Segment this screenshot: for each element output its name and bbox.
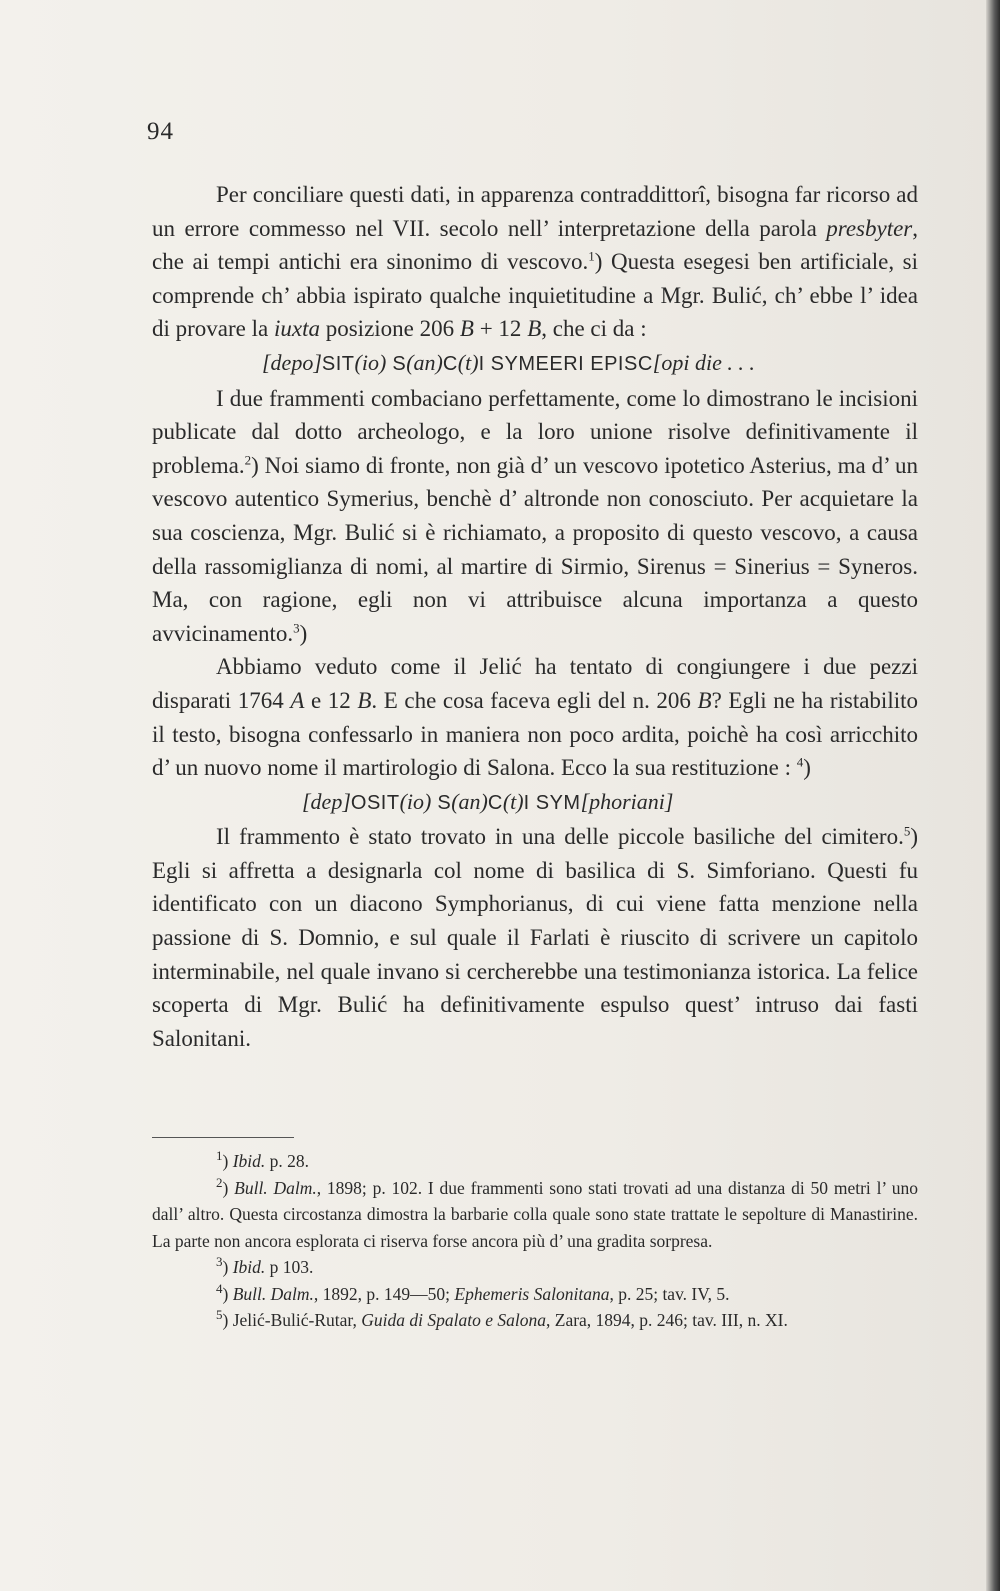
inscription-italic: [phoriani] [580,788,674,814]
italic-term: B [357,687,372,713]
italic-term: B [697,687,712,713]
text-run: ) [222,1257,233,1277]
footnote [152,1254,918,1281]
footnote [152,1281,918,1308]
inscription-italic: [depo] [262,349,322,375]
footnote [152,1148,918,1175]
text-run: , che ci da : [541,316,647,342]
text-run: ) [803,755,811,781]
italic-term: Bull. Dalm. [234,1177,317,1198]
paragraph [152,382,918,651]
text-run: ) Egli si affretta a designarla col nome di basilica di S. Simforiano. Questi fu identificato con un diacono Symphorianus, di cui viene fatta menzione nella passione di S. Domnio, e sul quale il Farlati è riuscito di scrivere un capitolo interminabile, nel quale invano si cercherebbe una testimonianza istorica. La felice scoperta di Mgr. Bulić ha definitivamente espulso quest’ intruso dai fasti Salonitani. [152,824,918,1051]
text-run: I due frammenti combaciano perfettamente, come lo dimostrano le incisioni publicate dal dotto archeologo, e la loro unione risolve definitivamente il problema. [152,385,918,478]
inscription-italic: [dep] [302,788,351,814]
footnote-ref[interactable]: 1 [588,248,595,264]
inscription-italic: (an) [451,788,488,814]
inscription-italic: (io) [354,349,387,375]
inscription-italic: (t) [457,349,479,375]
text-run: ) Noi siamo di fronte, non già d’ un vescovo ipotetico Asterius, ma d’ un vescovo autentico Symerius, benchè d’ altronde non conosciuto. Per acquietare la sua coscienza, Mgr. Bulić si è richiamato, a proposito di questo vescovo, a causa della rassomiglianza di nomi, al martire di Sirmio, Sirenus = Sinerius = Syneros. Ma, con ragione, egli non vi attribuisce alcuna importanza a questo avvicinamento. [152,452,918,646]
footnote-separator [152,1137,294,1138]
text-run: ) Jelić-Bulić-Rutar, [222,1310,362,1330]
text-run: , che ai tempi antichi era sinonimo di vescovo. [152,215,918,275]
page-number: 94 [147,118,174,145]
inscription-italic: (io) [399,788,432,814]
footnote-ref[interactable]: 5 [903,823,911,839]
text-run: Abbiamo veduto come il Jelić ha tentato di congiungere i due pezzi disparati 1764 [152,654,918,713]
text-run: posizione 206 [319,316,460,342]
inscription [152,346,918,382]
footnote-mark: 5 [216,1307,223,1323]
text-run: , p. 25; tav. IV, 5. [609,1283,730,1304]
text-run: ) [299,620,308,646]
text-run: . E che cosa faceva egli del n. 206 [371,687,698,713]
body-text [152,178,918,1055]
footnote [152,1307,918,1334]
italic-term: iuxta [273,316,320,342]
paragraph [152,178,918,346]
italic-term: Ibid. [232,1257,266,1277]
inscription-caps: C [442,352,458,375]
italic-term: B [527,316,542,342]
paragraph [152,650,918,784]
inscription-caps: I SYM [523,791,581,814]
inscription-caps: I SYMEERI EPISC [478,352,653,375]
text-run: ) [222,1283,233,1304]
paragraph [152,820,918,1055]
footnote-mark: 2 [216,1174,223,1190]
inscription-italic: [opi die . . . [652,349,755,375]
footnotes [152,1148,918,1334]
inscription-caps: S [386,352,407,375]
inscription-caps: OSIT [350,791,400,814]
italic-term: Guida di Spalato e Salona [361,1310,546,1330]
text-run: ) [222,1151,233,1171]
inscription-caps: C [487,791,503,814]
italic-term: Ibid. [232,1151,266,1171]
inscription [152,785,918,821]
text-run: ? Egli ne ha ristabilito il testo, bisogna confessarlo in maniera non poco ardita, poichè ha così arricchito d’ un nuovo nome il martirologio di Salona. Ecco la sua restituzione : [152,687,918,781]
text-run: , 1898; p. 102. I due frammenti sono stati trovati ad una distanza di 50 metri l’ uno dall’ altro. Questa circostanza dimostra la barbarie colla quale sono state trattate le sepolture di Manastirine. La parte non ancora esplorata ci riserva forse ancora più d’ una gradita sorpresa. [152,1177,919,1251]
text-run: , Zara, 1894, p. 246; tav. III, n. XI. [546,1310,788,1330]
inscription-caps: S [431,791,452,814]
footnote-mark: 3 [216,1254,223,1270]
inscription-italic: (t) [502,788,524,814]
italic-term: presbyter [826,215,913,241]
text-run: Per conciliare questi dati, in apparenza contraddittorî, bisogna far ricorso ad un errore commesso nel VII. secolo nell’ interpretazione della parola [152,182,918,241]
italic-term: Ephemeris Salonitana [454,1283,610,1304]
footnote-ref[interactable]: 4 [796,754,804,770]
footnote-ref[interactable]: 3 [293,620,300,636]
footnote [152,1175,918,1255]
inscription-caps: SIT [321,352,355,375]
page-edge-shadow [986,0,1000,1591]
footnote-ref[interactable]: 2 [244,452,252,468]
footnote-mark: 4 [216,1280,223,1296]
text-run: p. 28. [265,1151,310,1171]
italic-term: B [459,316,474,342]
text-run: Il frammento è stato trovato in una delle piccole basiliche del cimitero. [216,824,904,850]
text-run: ) [222,1177,235,1198]
text-run: p 103. [265,1257,314,1277]
italic-term: Bull. Dalm. [232,1283,314,1304]
text-run: ) Questa esegesi ben artificiale, si comprende ch’ abbia ispirato qualche inquietitudine a Mgr. Bulić, ch’ ebbe l’ idea di provare la [152,249,918,342]
footnote-mark: 1 [216,1148,223,1164]
inscription-italic: (an) [406,349,443,375]
text-run: , 1892, p. 149—50; [313,1283,455,1304]
text-run: e 12 [304,687,358,713]
text-run: + 12 [473,316,528,342]
italic-term: A [290,687,305,713]
